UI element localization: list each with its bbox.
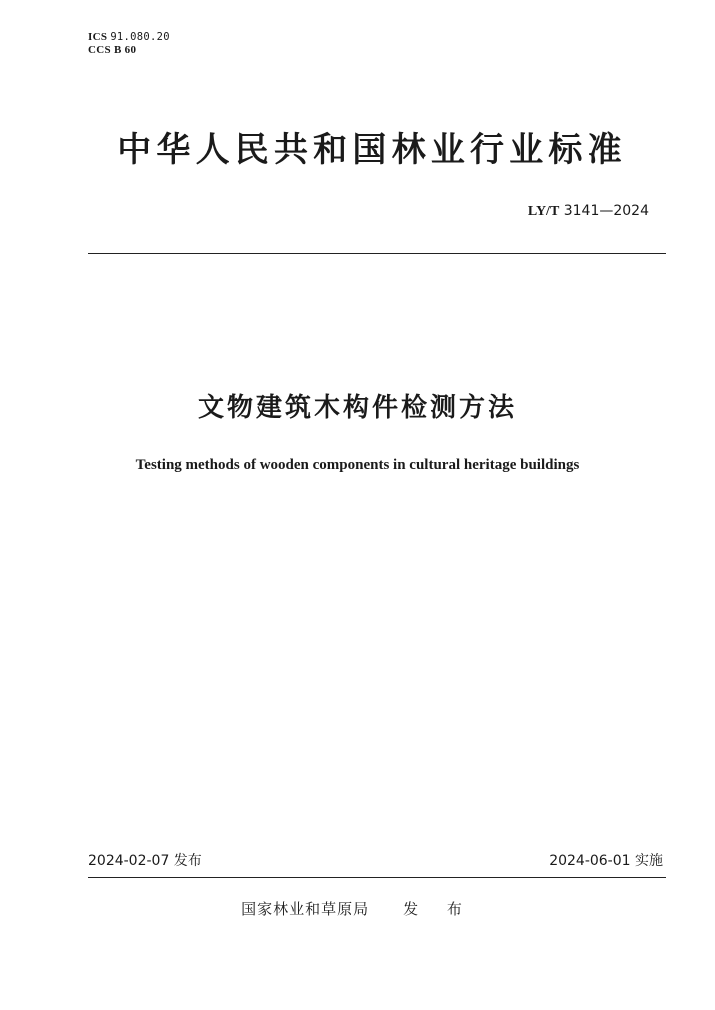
ccs-label: CCS (88, 44, 111, 56)
publish-verb: 发 布 (403, 900, 474, 918)
ics-label: ICS (88, 31, 108, 43)
chinese-title: 文物建筑木构件检测方法 (197, 393, 517, 423)
standard-number (528, 202, 649, 221)
standard-prefix: LY/T (527, 204, 560, 219)
implementation-date: 2024-06-01 实施 (549, 853, 663, 869)
ccs-line (88, 44, 170, 57)
publisher-line (0, 899, 715, 919)
top-divider (88, 253, 666, 254)
standard-type-heading: 中华人民共和国林业行业标准 (117, 130, 627, 170)
issue-date: 2024-02-07 发布 (88, 853, 202, 869)
ccs-code: B 60 (113, 44, 137, 56)
publisher-name: 国家林业和草原局 (241, 900, 370, 918)
bottom-divider (88, 877, 666, 878)
classification-codes (88, 31, 170, 57)
english-title: Testing methods of wooden components in cultural heritage buildings (135, 457, 580, 473)
ics-line (88, 31, 170, 44)
ics-code: 91.080.20 (110, 31, 170, 43)
standard-code: 3141—2024 (563, 203, 649, 219)
